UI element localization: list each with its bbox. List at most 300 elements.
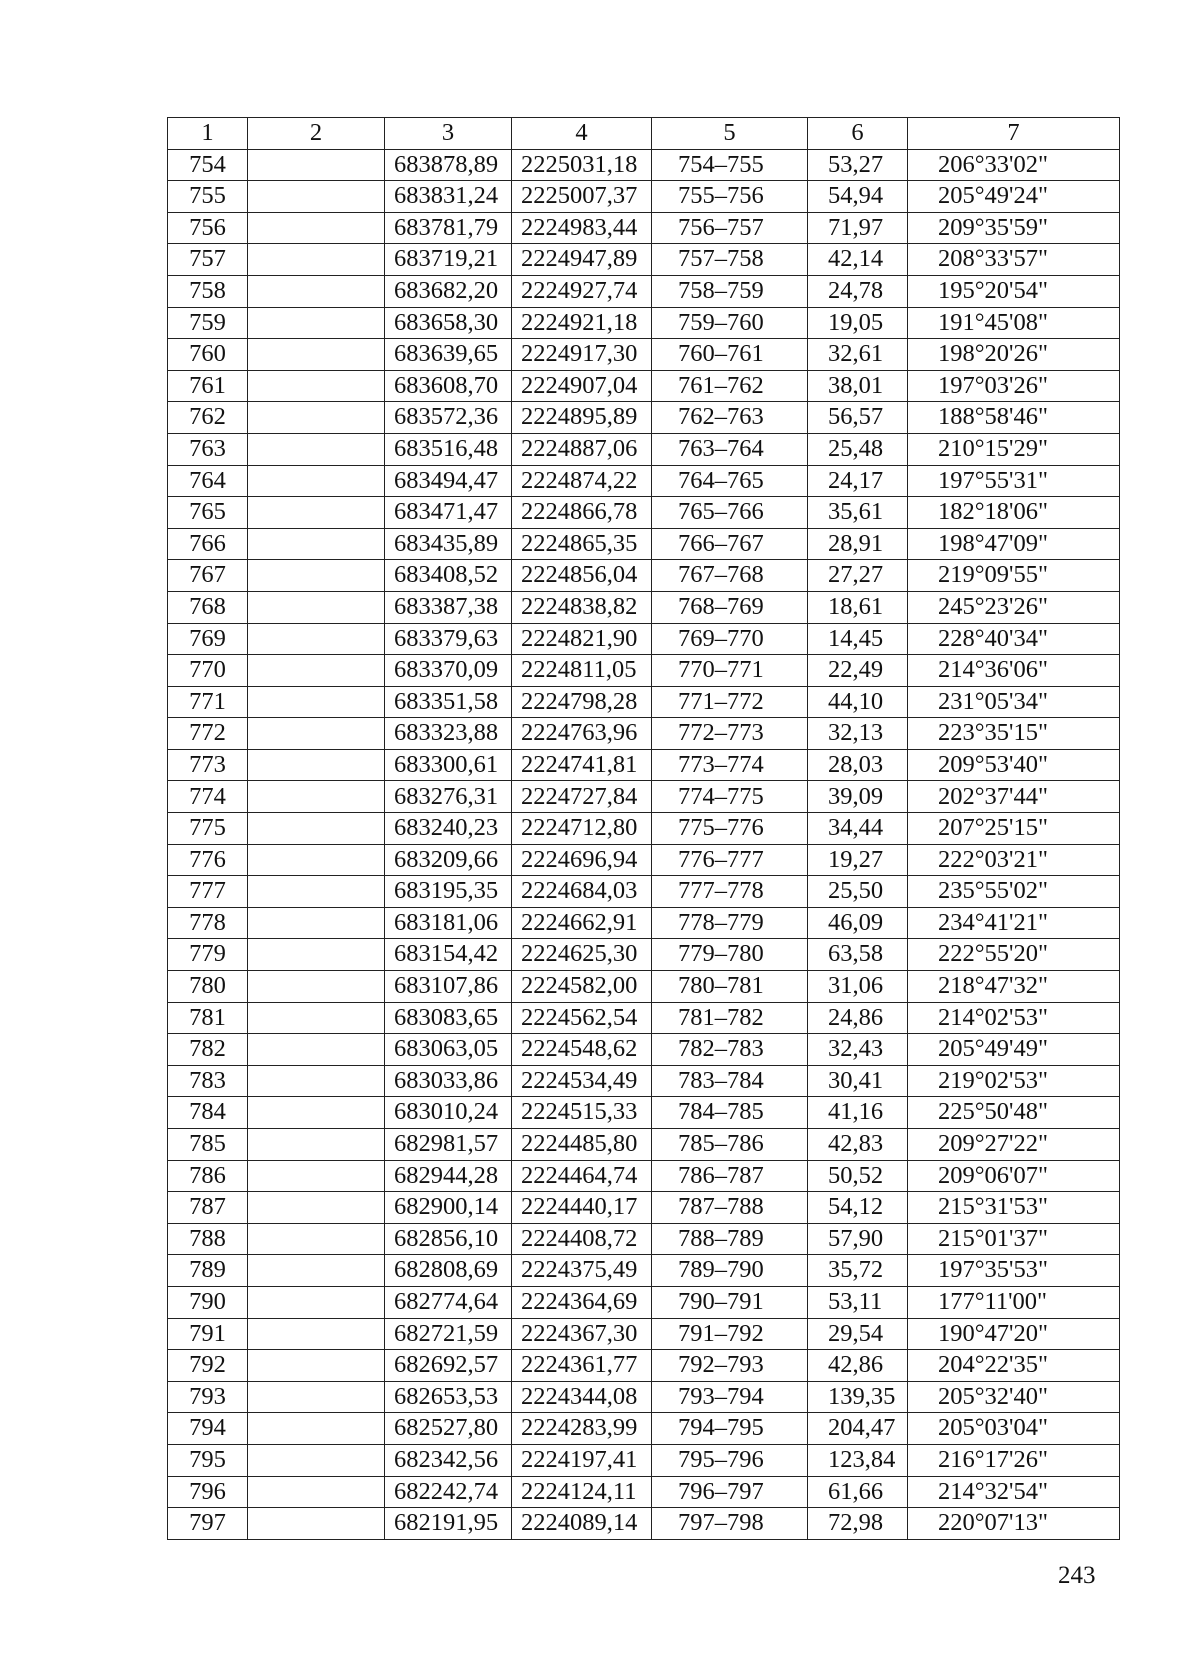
angle-cell: 222°55'20": [908, 939, 1120, 971]
column-2-cell: [248, 1223, 385, 1255]
length-cell: 32,13: [808, 718, 908, 750]
column-2-cell: [248, 1129, 385, 1161]
table-row: [168, 497, 1120, 529]
x-coordinate-cell: 683781,79: [385, 212, 512, 244]
length-cell: 25,48: [808, 433, 908, 465]
column-2-cell: [248, 212, 385, 244]
y-coordinate-cell: 2224727,84: [512, 781, 652, 813]
segment-cell: 779–780: [652, 939, 808, 971]
header-cell: 7: [908, 118, 1120, 150]
segment-cell: 796–797: [652, 1476, 808, 1508]
segment-cell: 795–796: [652, 1444, 808, 1476]
column-2-cell: [248, 1444, 385, 1476]
column-2-cell: [248, 560, 385, 592]
length-cell: 56,57: [808, 402, 908, 434]
segment-cell: 791–792: [652, 1318, 808, 1350]
table-row: [168, 528, 1120, 560]
length-cell: 42,14: [808, 244, 908, 276]
point-number-cell: 789: [168, 1255, 248, 1287]
length-cell: 44,10: [808, 686, 908, 718]
column-2-cell: [248, 1413, 385, 1445]
segment-cell: 782–783: [652, 1034, 808, 1066]
angle-cell: 216°17'26": [908, 1444, 1120, 1476]
point-number-cell: 797: [168, 1508, 248, 1540]
length-cell: 19,05: [808, 307, 908, 339]
length-cell: 42,83: [808, 1129, 908, 1161]
segment-cell: 767–768: [652, 560, 808, 592]
segment-cell: 793–794: [652, 1381, 808, 1413]
length-cell: 19,27: [808, 844, 908, 876]
length-cell: 63,58: [808, 939, 908, 971]
point-number-cell: 771: [168, 686, 248, 718]
column-2-cell: [248, 1097, 385, 1129]
length-cell: 35,72: [808, 1255, 908, 1287]
length-cell: 50,52: [808, 1160, 908, 1192]
angle-cell: 209°06'07": [908, 1160, 1120, 1192]
angle-cell: 207°25'15": [908, 813, 1120, 845]
length-cell: 22,49: [808, 655, 908, 687]
point-number-cell: 758: [168, 275, 248, 307]
point-number-cell: 761: [168, 370, 248, 402]
column-2-cell: [248, 1476, 385, 1508]
segment-cell: 786–787: [652, 1160, 808, 1192]
length-cell: 72,98: [808, 1508, 908, 1540]
segment-cell: 794–795: [652, 1413, 808, 1445]
angle-cell: 214°32'54": [908, 1476, 1120, 1508]
angle-cell: 208°33'57": [908, 244, 1120, 276]
y-coordinate-cell: 2224811,05: [512, 655, 652, 687]
segment-cell: 772–773: [652, 718, 808, 750]
segment-cell: 761–762: [652, 370, 808, 402]
angle-cell: 214°36'06": [908, 655, 1120, 687]
segment-cell: 758–759: [652, 275, 808, 307]
point-number-cell: 756: [168, 212, 248, 244]
segment-cell: 784–785: [652, 1097, 808, 1129]
column-2-cell: [248, 339, 385, 371]
column-2-cell: [248, 591, 385, 623]
column-2-cell: [248, 370, 385, 402]
y-coordinate-cell: 2224089,14: [512, 1508, 652, 1540]
table-row: [168, 1097, 1120, 1129]
y-coordinate-cell: 2224515,33: [512, 1097, 652, 1129]
length-cell: 42,86: [808, 1350, 908, 1382]
y-coordinate-cell: 2224464,74: [512, 1160, 652, 1192]
point-number-cell: 754: [168, 149, 248, 181]
column-2-cell: [248, 749, 385, 781]
angle-cell: 222°03'21": [908, 844, 1120, 876]
table-row: [168, 1065, 1120, 1097]
column-2-cell: [248, 718, 385, 750]
y-coordinate-cell: 2224534,49: [512, 1065, 652, 1097]
table-row: [168, 402, 1120, 434]
segment-cell: 792–793: [652, 1350, 808, 1382]
y-coordinate-cell: 2224696,94: [512, 844, 652, 876]
angle-cell: 205°49'24": [908, 181, 1120, 213]
x-coordinate-cell: 683831,24: [385, 181, 512, 213]
point-number-cell: 790: [168, 1286, 248, 1318]
x-coordinate-cell: 682653,53: [385, 1381, 512, 1413]
point-number-cell: 782: [168, 1034, 248, 1066]
y-coordinate-cell: 2224367,30: [512, 1318, 652, 1350]
segment-cell: 755–756: [652, 181, 808, 213]
x-coordinate-cell: 683276,31: [385, 781, 512, 813]
x-coordinate-cell: 682856,10: [385, 1223, 512, 1255]
y-coordinate-cell: 2224548,62: [512, 1034, 652, 1066]
y-coordinate-cell: 2224983,44: [512, 212, 652, 244]
x-coordinate-cell: 683300,61: [385, 749, 512, 781]
segment-cell: 760–761: [652, 339, 808, 371]
y-coordinate-cell: 2224712,80: [512, 813, 652, 845]
column-2-cell: [248, 181, 385, 213]
column-2-cell: [248, 1286, 385, 1318]
column-2-cell: [248, 1065, 385, 1097]
y-coordinate-cell: 2224582,00: [512, 971, 652, 1003]
header-cell: 2: [248, 118, 385, 150]
x-coordinate-cell: 682808,69: [385, 1255, 512, 1287]
angle-cell: 188°58'46": [908, 402, 1120, 434]
table-row: [168, 623, 1120, 655]
table-row: [168, 307, 1120, 339]
column-2-cell: [248, 1034, 385, 1066]
table-row: [168, 1413, 1120, 1445]
length-cell: 39,09: [808, 781, 908, 813]
y-coordinate-cell: 2224283,99: [512, 1413, 652, 1445]
x-coordinate-cell: 683435,89: [385, 528, 512, 560]
x-coordinate-cell: 682342,56: [385, 1444, 512, 1476]
length-cell: 24,78: [808, 275, 908, 307]
table-row: [168, 370, 1120, 402]
column-2-cell: [248, 1350, 385, 1382]
angle-cell: 219°02'53": [908, 1065, 1120, 1097]
x-coordinate-cell: 683608,70: [385, 370, 512, 402]
point-number-cell: 765: [168, 497, 248, 529]
segment-cell: 757–758: [652, 244, 808, 276]
point-number-cell: 768: [168, 591, 248, 623]
y-coordinate-cell: 2224865,35: [512, 528, 652, 560]
x-coordinate-cell: 683010,24: [385, 1097, 512, 1129]
angle-cell: 198°47'09": [908, 528, 1120, 560]
x-coordinate-cell: 683107,86: [385, 971, 512, 1003]
table-row: [168, 1444, 1120, 1476]
segment-cell: 768–769: [652, 591, 808, 623]
segment-cell: 797–798: [652, 1508, 808, 1540]
angle-cell: 197°35'53": [908, 1255, 1120, 1287]
table-row: [168, 1002, 1120, 1034]
x-coordinate-cell: 683494,47: [385, 465, 512, 497]
length-cell: 46,09: [808, 907, 908, 939]
column-2-cell: [248, 1002, 385, 1034]
segment-cell: 777–778: [652, 876, 808, 908]
x-coordinate-cell: 683658,30: [385, 307, 512, 339]
y-coordinate-cell: 2224197,41: [512, 1444, 652, 1476]
table-row: [168, 1508, 1120, 1540]
column-2-cell: [248, 971, 385, 1003]
y-coordinate-cell: 2224741,81: [512, 749, 652, 781]
point-number-cell: 781: [168, 1002, 248, 1034]
y-coordinate-cell: 2224895,89: [512, 402, 652, 434]
length-cell: 28,91: [808, 528, 908, 560]
table-row: [168, 939, 1120, 971]
column-2-cell: [248, 1255, 385, 1287]
length-cell: 71,97: [808, 212, 908, 244]
x-coordinate-cell: 682774,64: [385, 1286, 512, 1318]
table-row: [168, 907, 1120, 939]
x-coordinate-cell: 683878,89: [385, 149, 512, 181]
x-coordinate-cell: 683351,58: [385, 686, 512, 718]
page-number: 243: [1058, 1562, 1096, 1589]
length-cell: 38,01: [808, 370, 908, 402]
segment-cell: 774–775: [652, 781, 808, 813]
column-2-cell: [248, 939, 385, 971]
table-row: [168, 149, 1120, 181]
table-header-row: [168, 118, 1120, 150]
length-cell: 29,54: [808, 1318, 908, 1350]
length-cell: 30,41: [808, 1065, 908, 1097]
x-coordinate-cell: 682527,80: [385, 1413, 512, 1445]
x-coordinate-cell: 683639,65: [385, 339, 512, 371]
point-number-cell: 764: [168, 465, 248, 497]
angle-cell: 202°37'44": [908, 781, 1120, 813]
length-cell: 24,86: [808, 1002, 908, 1034]
angle-cell: 191°45'08": [908, 307, 1120, 339]
y-coordinate-cell: 2224866,78: [512, 497, 652, 529]
segment-cell: 771–772: [652, 686, 808, 718]
length-cell: 204,47: [808, 1413, 908, 1445]
length-cell: 25,50: [808, 876, 908, 908]
angle-cell: 220°07'13": [908, 1508, 1120, 1540]
point-number-cell: 796: [168, 1476, 248, 1508]
table-row: [168, 1286, 1120, 1318]
y-coordinate-cell: 2224364,69: [512, 1286, 652, 1318]
y-coordinate-cell: 2224662,91: [512, 907, 652, 939]
angle-cell: 209°35'59": [908, 212, 1120, 244]
table-row: [168, 465, 1120, 497]
column-2-cell: [248, 876, 385, 908]
x-coordinate-cell: 683719,21: [385, 244, 512, 276]
x-coordinate-cell: 683240,23: [385, 813, 512, 845]
y-coordinate-cell: 2224485,80: [512, 1129, 652, 1161]
length-cell: 53,11: [808, 1286, 908, 1318]
segment-cell: 783–784: [652, 1065, 808, 1097]
x-coordinate-cell: 682944,28: [385, 1160, 512, 1192]
x-coordinate-cell: 683083,65: [385, 1002, 512, 1034]
header-cell: 6: [808, 118, 908, 150]
table-body: [168, 149, 1120, 1539]
segment-cell: 766–767: [652, 528, 808, 560]
y-coordinate-cell: 2224408,72: [512, 1223, 652, 1255]
table-row: [168, 244, 1120, 276]
point-number-cell: 772: [168, 718, 248, 750]
point-number-cell: 793: [168, 1381, 248, 1413]
segment-cell: 759–760: [652, 307, 808, 339]
segment-cell: 764–765: [652, 465, 808, 497]
length-cell: 54,12: [808, 1192, 908, 1224]
column-2-cell: [248, 781, 385, 813]
y-coordinate-cell: 2224124,11: [512, 1476, 652, 1508]
column-2-cell: [248, 307, 385, 339]
segment-cell: 762–763: [652, 402, 808, 434]
angle-cell: 197°55'31": [908, 465, 1120, 497]
x-coordinate-cell: 682191,95: [385, 1508, 512, 1540]
y-coordinate-cell: 2224763,96: [512, 718, 652, 750]
x-coordinate-cell: 683572,36: [385, 402, 512, 434]
segment-cell: 769–770: [652, 623, 808, 655]
length-cell: 54,94: [808, 181, 908, 213]
point-number-cell: 773: [168, 749, 248, 781]
x-coordinate-cell: 683181,06: [385, 907, 512, 939]
point-number-cell: 774: [168, 781, 248, 813]
angle-cell: 198°20'26": [908, 339, 1120, 371]
point-number-cell: 759: [168, 307, 248, 339]
angle-cell: 219°09'55": [908, 560, 1120, 592]
length-cell: 35,61: [808, 497, 908, 529]
x-coordinate-cell: 682242,74: [385, 1476, 512, 1508]
y-coordinate-cell: 2224798,28: [512, 686, 652, 718]
x-coordinate-cell: 683323,88: [385, 718, 512, 750]
column-2-cell: [248, 655, 385, 687]
header-cell: 5: [652, 118, 808, 150]
length-cell: 27,27: [808, 560, 908, 592]
x-coordinate-cell: 683408,52: [385, 560, 512, 592]
point-number-cell: 788: [168, 1223, 248, 1255]
x-coordinate-cell: 683516,48: [385, 433, 512, 465]
column-2-cell: [248, 686, 385, 718]
y-coordinate-cell: 2224625,30: [512, 939, 652, 971]
point-number-cell: 766: [168, 528, 248, 560]
table-row: [168, 433, 1120, 465]
x-coordinate-cell: 683370,09: [385, 655, 512, 687]
y-coordinate-cell: 2224838,82: [512, 591, 652, 623]
table-row: [168, 876, 1120, 908]
length-cell: 57,90: [808, 1223, 908, 1255]
table-row: [168, 1192, 1120, 1224]
column-2-cell: [248, 1160, 385, 1192]
table-row: [168, 686, 1120, 718]
column-2-cell: [248, 402, 385, 434]
table-row: [168, 591, 1120, 623]
point-number-cell: 770: [168, 655, 248, 687]
length-cell: 41,16: [808, 1097, 908, 1129]
column-2-cell: [248, 1508, 385, 1540]
y-coordinate-cell: 2224375,49: [512, 1255, 652, 1287]
point-number-cell: 792: [168, 1350, 248, 1382]
angle-cell: 205°49'49": [908, 1034, 1120, 1066]
segment-cell: 765–766: [652, 497, 808, 529]
point-number-cell: 760: [168, 339, 248, 371]
x-coordinate-cell: 682981,57: [385, 1129, 512, 1161]
y-coordinate-cell: 2224361,77: [512, 1350, 652, 1382]
angle-cell: 177°11'00": [908, 1286, 1120, 1318]
table-row: [168, 1381, 1120, 1413]
y-coordinate-cell: 2224856,04: [512, 560, 652, 592]
table-row: [168, 181, 1120, 213]
point-number-cell: 755: [168, 181, 248, 213]
y-coordinate-cell: 2224927,74: [512, 275, 652, 307]
table-row: [168, 212, 1120, 244]
length-cell: 28,03: [808, 749, 908, 781]
y-coordinate-cell: 2225007,37: [512, 181, 652, 213]
point-number-cell: 791: [168, 1318, 248, 1350]
point-number-cell: 795: [168, 1444, 248, 1476]
x-coordinate-cell: 683209,66: [385, 844, 512, 876]
segment-cell: 789–790: [652, 1255, 808, 1287]
point-number-cell: 775: [168, 813, 248, 845]
point-number-cell: 757: [168, 244, 248, 276]
header-cell: 3: [385, 118, 512, 150]
segment-cell: 773–774: [652, 749, 808, 781]
length-cell: 32,61: [808, 339, 908, 371]
column-2-cell: [248, 465, 385, 497]
angle-cell: 231°05'34": [908, 686, 1120, 718]
column-2-cell: [248, 1192, 385, 1224]
column-2-cell: [248, 497, 385, 529]
point-number-cell: 769: [168, 623, 248, 655]
column-2-cell: [248, 528, 385, 560]
angle-cell: 210°15'29": [908, 433, 1120, 465]
length-cell: 31,06: [808, 971, 908, 1003]
point-number-cell: 780: [168, 971, 248, 1003]
length-cell: 14,45: [808, 623, 908, 655]
angle-cell: 205°32'40": [908, 1381, 1120, 1413]
table-row: [168, 339, 1120, 371]
y-coordinate-cell: 2224917,30: [512, 339, 652, 371]
angle-cell: 235°55'02": [908, 876, 1120, 908]
point-number-cell: 794: [168, 1413, 248, 1445]
y-coordinate-cell: 2224440,17: [512, 1192, 652, 1224]
point-number-cell: 778: [168, 907, 248, 939]
table-row: [168, 560, 1120, 592]
length-cell: 61,66: [808, 1476, 908, 1508]
table-row: [168, 1160, 1120, 1192]
angle-cell: 234°41'21": [908, 907, 1120, 939]
segment-cell: 790–791: [652, 1286, 808, 1318]
table-row: [168, 1350, 1120, 1382]
x-coordinate-cell: 682721,59: [385, 1318, 512, 1350]
table-row: [168, 971, 1120, 1003]
x-coordinate-cell: 683195,35: [385, 876, 512, 908]
point-number-cell: 767: [168, 560, 248, 592]
y-coordinate-cell: 2224684,03: [512, 876, 652, 908]
segment-cell: 785–786: [652, 1129, 808, 1161]
point-number-cell: 777: [168, 876, 248, 908]
segment-cell: 781–782: [652, 1002, 808, 1034]
angle-cell: 215°01'37": [908, 1223, 1120, 1255]
angle-cell: 245°23'26": [908, 591, 1120, 623]
column-2-cell: [248, 623, 385, 655]
length-cell: 34,44: [808, 813, 908, 845]
y-coordinate-cell: 2224921,18: [512, 307, 652, 339]
segment-cell: 775–776: [652, 813, 808, 845]
column-2-cell: [248, 1318, 385, 1350]
table-row: [168, 275, 1120, 307]
table-row: [168, 655, 1120, 687]
point-number-cell: 784: [168, 1097, 248, 1129]
table-row: [168, 1034, 1120, 1066]
header-cell: 4: [512, 118, 652, 150]
segment-cell: 776–777: [652, 844, 808, 876]
segment-cell: 778–779: [652, 907, 808, 939]
column-2-cell: [248, 149, 385, 181]
point-number-cell: 779: [168, 939, 248, 971]
y-coordinate-cell: 2224344,08: [512, 1381, 652, 1413]
segment-cell: 763–764: [652, 433, 808, 465]
angle-cell: 215°31'53": [908, 1192, 1120, 1224]
column-2-cell: [248, 1381, 385, 1413]
angle-cell: 228°40'34": [908, 623, 1120, 655]
x-coordinate-cell: 683682,20: [385, 275, 512, 307]
x-coordinate-cell: 683063,05: [385, 1034, 512, 1066]
y-coordinate-cell: 2224907,04: [512, 370, 652, 402]
